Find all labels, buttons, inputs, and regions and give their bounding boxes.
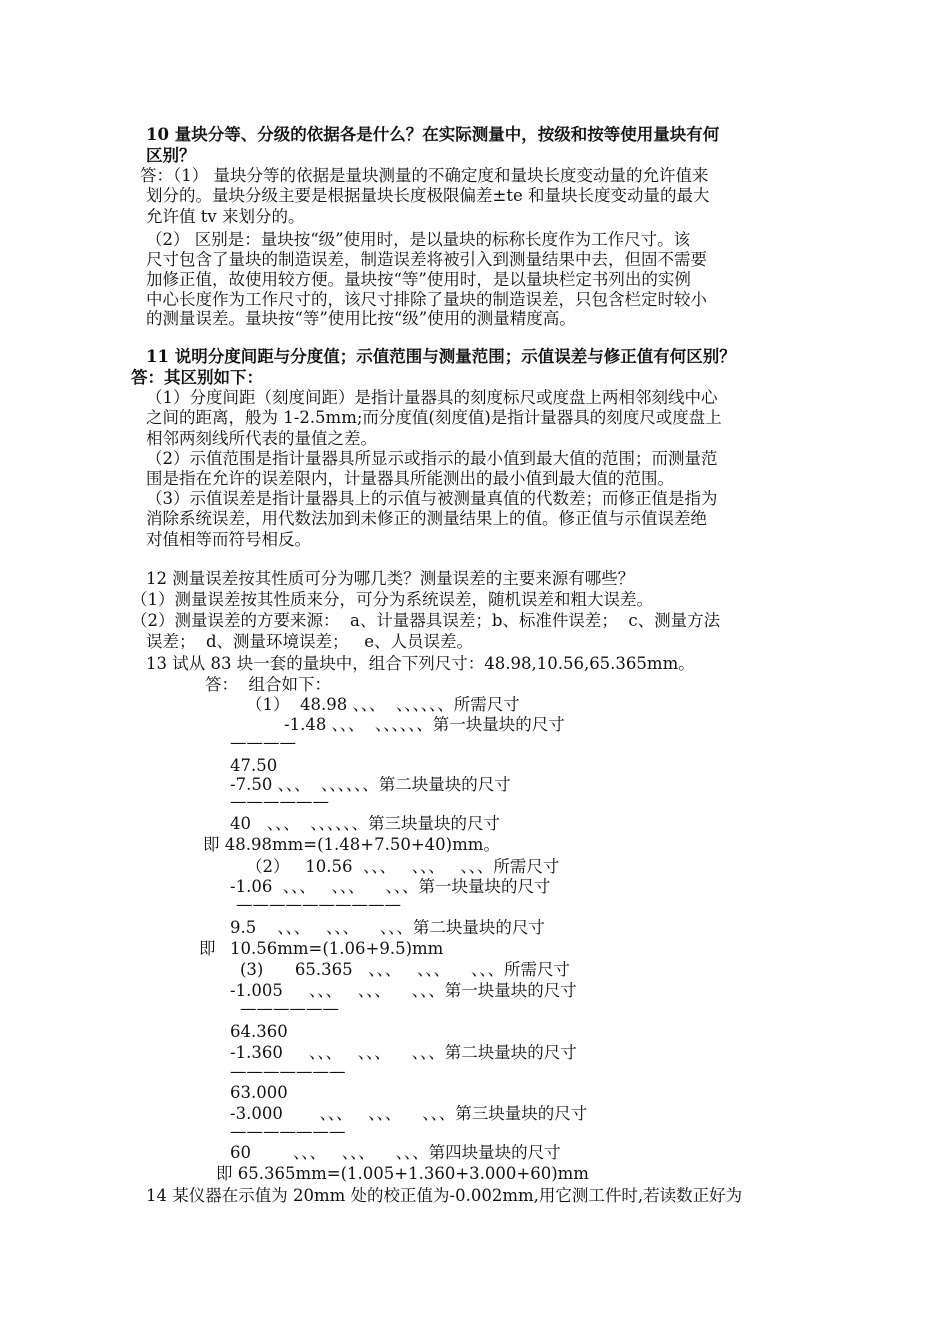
q13-c2-line: （2） 10.56 、、、 、、、 、、、所需尺寸 [246,857,560,876]
q11-answer-line: （1）分度间距（刻度间距）是指计量器具的刻度标尺或度盘上两相邻刻线中心 [146,388,718,407]
q10-answer-line: （2） 区别是：量块按“级”使用时，是以量块的标称长度作为工作尺寸。该 [146,230,691,249]
q11-answer-line: 对值相等而符号相反。 [146,530,311,549]
q10-title-line2: 区别？ [146,146,196,165]
q13-c3-rule: —————— [240,999,339,1018]
q13-c1-equation: 即 48.98mm=(1.48+7.50+40)mm。 [203,835,500,854]
q13-c3-line: 64.360 [230,1022,288,1041]
q10-answer-line: 尺寸包含了量块的制造误差，制造误差将被引入到测量结果中去，但固不需要 [146,250,707,269]
q13-c1-line: -7.50 、、、 、、、、、、第二块量块的尺寸 [230,775,511,794]
q13-c2-line: 9.5 、、、 、、、 、、、第二块量块的尺寸 [230,918,545,937]
q13-c1-line: 47.50 [230,756,278,775]
q13-c3-line: 60 、、、 、、、 、、、第四块量块的尺寸 [230,1143,561,1162]
q11-answer-line: 相邻两刻线所代表的量值之差。 [146,429,377,448]
q13-c3-equation: 即 65.365mm=(1.005+1.360+3.000+60)mm [216,1164,589,1183]
q10-answer-line: 中心长度作为工作尺寸的，该尺寸排除了量块的制造误差，只包含栏定时较小 [146,290,707,309]
q13-c3-line: -1.005 、、、 、、、 、、、第一块量块的尺寸 [230,981,577,1000]
q13-c3-rule: ——————— [230,1122,346,1141]
q12-title: 12 测量误差按其性质可分为哪几类？测量误差的主要来源有哪些？ [146,569,635,588]
q11-title: 11 说明分度间距与分度值；示值范围与测量范围；示值误差与修正值有何区别？ [146,347,736,366]
q13-c3-rule: ——————— [230,1062,346,1081]
q13-c3-line: -1.360 、、、 、、、 、、、第二块量块的尺寸 [230,1043,577,1062]
q13-c1-rule: —————— [230,792,329,811]
q13-c2-rule: —————————— [236,895,401,914]
q13-c1-line: -1.48 、、、 、、、、、、第一块量块的尺寸 [284,715,565,734]
q13-c2-equation: 10.56mm=(1.06+9.5)mm [230,939,444,958]
q13-c3-line: (3) 65.365 、、、 、、、 、、、所需尺寸 [240,960,571,979]
q10-answer-line: 划分的。量块分级主要是根据量块长度极限偏差±te 和量块长度变动量的最大 [146,186,710,205]
q13-answer-label: 答： 组合如下： [205,675,331,694]
q13-c2-line: -1.06 、、、 、、、 、、、第一块量块的尺寸 [230,877,551,896]
q13-c1-line: 40 、、、 、、、、、、第三块量块的尺寸 [230,814,500,833]
q13-title: 13 试从 83 块一套的量块中，组合下列尺寸：48.98,10.56,65.365mm。 [146,654,695,673]
q10-answer-line: 的测量误差。量块按“等”使用比按“级”使用的测量精度高。 [146,309,576,328]
q11-answer-line: 消除系统误差，用代数法加到未修正的测量结果上的值。修正值与示值误差绝 [146,509,707,528]
q12-answer-line: 误差； d、测量环境误差； e、人员误差。 [146,632,474,651]
q13-c2-equation-prefix: 即 [199,939,216,958]
q13-c1-line: （1） 48.98 、、、 、、、、、、所需尺寸 [246,695,520,714]
q14-title: 14 某仪器在示值为 20mm 处的校正值为-0.002mm,用它测工件时,若读数正好为 [146,1186,743,1205]
q10-title-line1: 10 量块分等、分级的依据各是什么？在实际测量中，按级和按等使用量块有何 [146,125,720,144]
q13-c1-rule: ———— [230,733,296,752]
q11-answer-label: 答：其区别如下： [131,368,263,387]
q11-answer-line: 之间的距离，般为 1-2.5mm;而分度值(刻度值)是指计量器具的刻度尺或度盘上 [146,408,722,427]
q10-answer-line: 允许值 tv 来划分的。 [146,207,305,226]
q13-c3-line: 63.000 [230,1083,288,1102]
q10-answer-line: 答：（1） 量块分等的依据是量块测量的不确定度和量块长度变动量的允许值来 [140,166,709,185]
q10-answer-line: 加修正值，故使用较方便。量块按“等”使用时，是以量块栏定书列出的实例 [146,270,691,289]
q13-c3-line: -3.000 、、、 、、、 、、、第三块量块的尺寸 [230,1104,588,1123]
q12-answer-line: （2）测量误差的方要来源： a、计量器具误差；b、标准件误差； c、测量方法 [131,611,721,630]
q11-answer-line: 围是指在允许的误差限内，计量器具所能测出的最小值到最大值的范围。 [146,469,674,488]
q11-answer-line: （2）示值范围是指计量器具所显示或指示的最小值到最大值的范围；而测量范 [146,449,718,468]
q12-answer-line: （1）测量误差按其性质来分，可分为系统误差，随机误差和粗大误差。 [131,590,653,609]
q11-answer-line: （3）示值误差是指计量器具上的示值与被测量真值的代数差；而修正值是指为 [146,489,718,508]
